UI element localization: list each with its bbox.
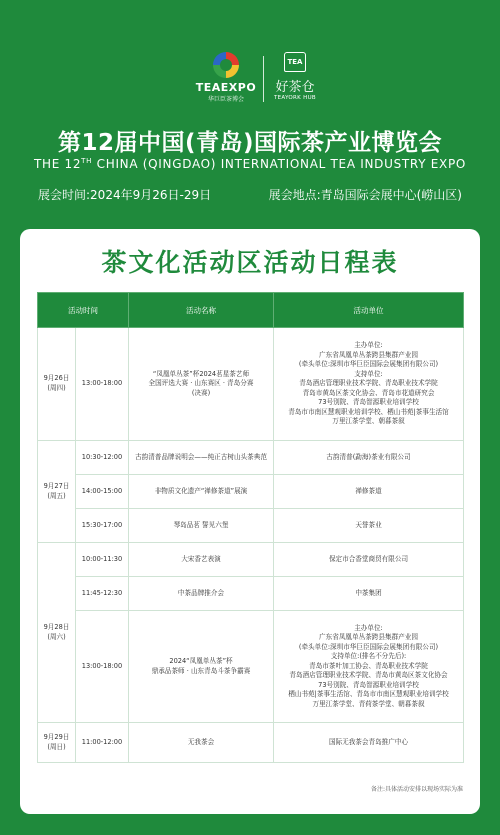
header (0, 0, 500, 230)
event-name-line: 琴岛品茗 誓见六堡 (173, 520, 229, 529)
organizer-line: 青岛市黄岛区茶文化协会、青岛市花道研究会 (302, 388, 435, 397)
date-text: 9月29日 (43, 732, 70, 741)
organizer-line: 广东省凤凰单丛茶跨县集群产业园 (319, 350, 418, 359)
organizer-line: 支持单位: (354, 369, 383, 378)
logo-bar (0, 52, 500, 108)
teaexpo-logo-subtext: 华巨臣茶博会 (207, 96, 244, 103)
organizer-line: 天誉茶业 (355, 520, 382, 529)
event-name-cell (129, 441, 274, 475)
event-name-line: 全国评选大赛 · 山东赛区 · 青岛分赛 (148, 379, 254, 388)
teaexpo-logo-text: TEAEXPO (195, 81, 257, 94)
teayork-logo (270, 52, 320, 101)
event-name-cell (129, 577, 274, 611)
organizer-line: 万里江茶学堂、朝暮茶叙 (332, 417, 405, 426)
event-name-line: 鼎承品茶师 · 山东青岛斗茶争霸赛 (151, 666, 251, 675)
table-row (38, 475, 464, 509)
table-row (38, 441, 464, 475)
event-name-cell (129, 543, 274, 577)
weekday-text: (周五) (47, 491, 66, 500)
col-header-name: 活动名称 (129, 293, 274, 328)
event-name-line: 大宋香艺表演 (181, 554, 221, 563)
event-name-line: 非物质文化遗产“禅修茶道”展演 (154, 486, 248, 495)
organizer-cell (274, 509, 464, 543)
time-cell: 11:00-12:00 (76, 723, 129, 763)
table-header-row (38, 293, 464, 328)
event-name-cell (129, 328, 274, 441)
schedule-note: 备注:具体活动安排以现场实际为准 (370, 786, 463, 793)
table-row (38, 723, 464, 763)
organizer-line: 古韵清普(勐海)茶业有限公司 (326, 452, 411, 461)
weekday-text: (周日) (47, 742, 66, 751)
event-name-line: “凤凰单丛茶”杯2024茗星茶艺师 (152, 369, 250, 378)
title-en-sup: TH (81, 157, 93, 165)
time-cell: 10:00-11:30 (76, 543, 129, 577)
exhibition-time: 展会时间:2024年9月26日-29日 (38, 188, 212, 202)
exhibition-location: 展会地点:青岛国际会展中心(崂山区) (268, 188, 462, 202)
organizer-line: 支持单位:(排名不分先后): (330, 652, 407, 661)
organizer-line: 青岛酒店管理职业技术学院、青岛市黄岛区茶文化协会 (289, 671, 448, 680)
logo-divider (263, 56, 264, 102)
organizer-cell (274, 328, 464, 441)
schedule-body (38, 328, 464, 763)
date-cell (38, 723, 76, 763)
teaexpo-logo (195, 52, 257, 103)
organizer-cell (274, 475, 464, 509)
time-cell: 14:00-15:00 (76, 475, 129, 509)
organizer-line: 禅修茶道 (355, 486, 382, 495)
schedule-card (20, 229, 480, 814)
event-name-line: 古韵清普品牌说明会——纯正古树山头茶典范 (135, 452, 267, 461)
time-cell: 13:00-18:00 (76, 611, 129, 723)
table-row (38, 328, 464, 441)
weekday-text: (周四) (47, 384, 66, 392)
time-cell: 11:45-12:30 (76, 577, 129, 611)
tea-box-icon: TEA (284, 52, 306, 72)
expo-title-en (0, 157, 500, 171)
time-cell: 10:30-12:00 (76, 441, 129, 475)
organizer-line: 中茶集团 (355, 588, 382, 597)
organizer-line: 青岛市市南区慧观职业培训学校、栖山书苑|茶事生活馆 (288, 407, 449, 416)
organizer-cell (274, 577, 464, 611)
organizer-line: 73号别院、青岛智源职业培训学校 (318, 398, 419, 407)
expo-meta (38, 186, 462, 203)
organizer-line: 栖山书苑|茶事生活馆、青岛市市南区慧观职业培训学校 (288, 690, 449, 699)
date-cell (38, 543, 76, 723)
schedule-title: 茶文化活动区活动日程表 (101, 248, 399, 277)
date-cell (38, 328, 76, 441)
time-cell: 13:00-18:00 (76, 328, 129, 441)
table-row (38, 543, 464, 577)
expo-title-cn: 第12届中国(青岛)国际茶产业博览会 (57, 130, 443, 156)
organizer-line: 万里江茶学堂、青荷茶学堂、朝暮茶叙 (312, 699, 425, 708)
teayork-logo-subtext: TEAYORK HUB (274, 95, 316, 101)
date-text: 9月26日 (43, 374, 70, 383)
col-header-time: 活动时间 (38, 293, 129, 328)
table-row (38, 577, 464, 611)
event-name-cell (129, 509, 274, 543)
organizer-cell (274, 723, 464, 763)
event-name-cell (129, 611, 274, 723)
time-cell: 15:30-17:00 (76, 509, 129, 543)
organizer-cell (274, 611, 464, 723)
schedule-table (37, 292, 464, 763)
organizer-cell (274, 543, 464, 577)
event-name-cell (129, 723, 274, 763)
col-header-org: 活动单位 (274, 293, 464, 328)
event-name-cell (129, 475, 274, 509)
organizer-line: 主办单位: (354, 623, 383, 632)
organizer-line: 73号别院、青岛智源职业培训学校 (318, 680, 419, 689)
weekday-text: (周六) (47, 632, 66, 641)
swirl-logo-icon (213, 52, 239, 78)
title-en-post: CHINA (QINGDAO) INTERNATIONAL TEA INDUSTRY EXPO (92, 157, 467, 171)
organizer-line: 国际无我茶会青岛推广中心 (328, 737, 409, 746)
table-row (38, 611, 464, 723)
table-row (38, 509, 464, 543)
event-name-line: 中茶品牌推介会 (177, 588, 225, 597)
title-en-pre: THE 12 (33, 157, 82, 171)
event-name-line: 无我茶会 (187, 737, 215, 746)
date-text: 9月27日 (43, 481, 70, 490)
organizer-line: (牵头单位:深圳市华巨臣国际会展集团有限公司) (298, 642, 439, 651)
organizer-line: 保定市合香堂商贸有限公司 (328, 554, 409, 563)
event-name-line: 2024“凤凰单丛茶”杯 (169, 656, 233, 665)
date-cell (38, 441, 76, 543)
organizer-cell (274, 441, 464, 475)
organizer-line: 青岛市茶叶加工协会、青岛职业技术学院 (309, 661, 428, 670)
event-name-line: (决赛) (191, 388, 211, 397)
organizer-line: (牵头单位:深圳市华巨臣国际会展集团有限公司) (298, 360, 439, 369)
organizer-line: 主办单位: (354, 341, 383, 350)
date-text: 9月28日 (43, 622, 70, 631)
teayork-logo-text: 好茶仓 (275, 80, 315, 95)
organizer-line: 广东省凤凰单丛茶跨县集群产业园 (319, 633, 418, 642)
organizer-line: 青岛酒店管理职业技术学院、青岛职业技术学院 (299, 379, 438, 388)
